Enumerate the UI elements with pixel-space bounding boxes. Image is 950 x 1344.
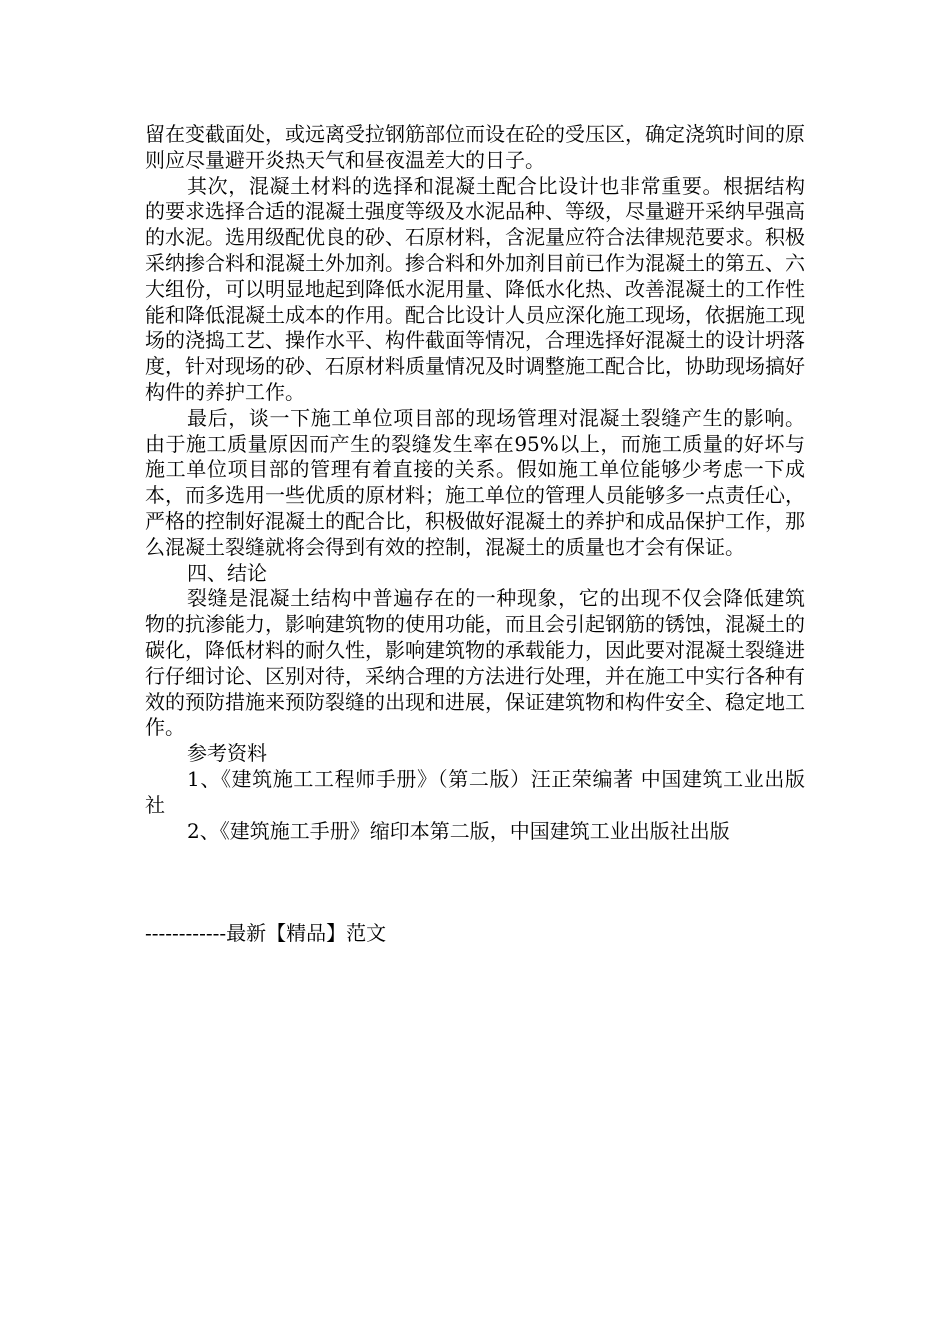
section-heading-conclusion: 四、结论 <box>187 560 267 585</box>
document-body <box>145 122 805 844</box>
paragraph-pouring-time: 留在变截面处，或远离受拉钢筋部位而设在砼的受压区，确定浇筑时间的原则应尽量避开炎热天气和昼夜温差大的日子。 <box>145 122 805 172</box>
reference-item: 1、《建筑施工工程师手册》（第二版）汪正荣编著 中国建筑工业出版社 <box>145 766 805 817</box>
paragraph-conclusion: 裂缝是混凝土结构中普遍存在的一种现象，它的出现不仅会降低建筑物的抗渗能力，影响建筑物的使用功能，而且会引起钢筋的锈蚀，混凝土的碳化，降低材料的耐久性，影响建筑物的承载能力，因此要对混凝土裂缝进行仔细讨论、区别对待，采纳合理的方法进行处理，并在施工中实行各种有效的预防措施来预防裂缝的出现和进展，保证建筑物和构件安全、稳定地工作。 <box>145 586 805 740</box>
paragraph-site-management: 最后，谈一下施工单位项目部的现场管理对混凝土裂缝产生的影响。由于施工质量原因而产生的裂缝发生率在95%以上，而施工质量的好坏与施工单位项目部的管理有着直接的关系。假如施工单位能够少考虑一下成本，而多选用一些优质的原材料；施工单位的管理人员能够多一点责任心，严格的控制好混凝土的配合比，积极做好混凝土的养护和成品保护工作，那么混凝土裂缝就将会得到有效的控制，混凝土的质量也才会有保证。 <box>145 405 805 559</box>
section-heading-references: 参考资料 <box>187 741 267 766</box>
footer-text: ------------最新【精品】范文 <box>145 921 387 945</box>
paragraph-materials-mix: 其次，混凝土材料的选择和混凝土配合比设计也非常重要。根据结构的要求选择合适的混凝土强度等级及水泥品种、等级，尽量避开采纳早强高的水泥。选用级配优良的砂、石原材料，含泥量应符合法律规范要求。积极采纳掺合料和混凝土外加剂。掺合料和外加剂目前已作为混凝土的第五、六大组份，可以明显地起到降低水泥用量、降低水化热、改善混凝土的工作性能和降低混凝土成本的作用。配合比设计人员应深化施工现场，依据施工现场的浇捣工艺、操作水平、构件截面等情况，合理选择好混凝土的设计坍落度，针对现场的砂、石原材料质量情况及时调整施工配合比，协助现场搞好构件的养护工作。 <box>145 173 805 404</box>
reference-item: 2、《建筑施工手册》缩印本第二版，中国建筑工业出版社出版 <box>187 818 730 843</box>
